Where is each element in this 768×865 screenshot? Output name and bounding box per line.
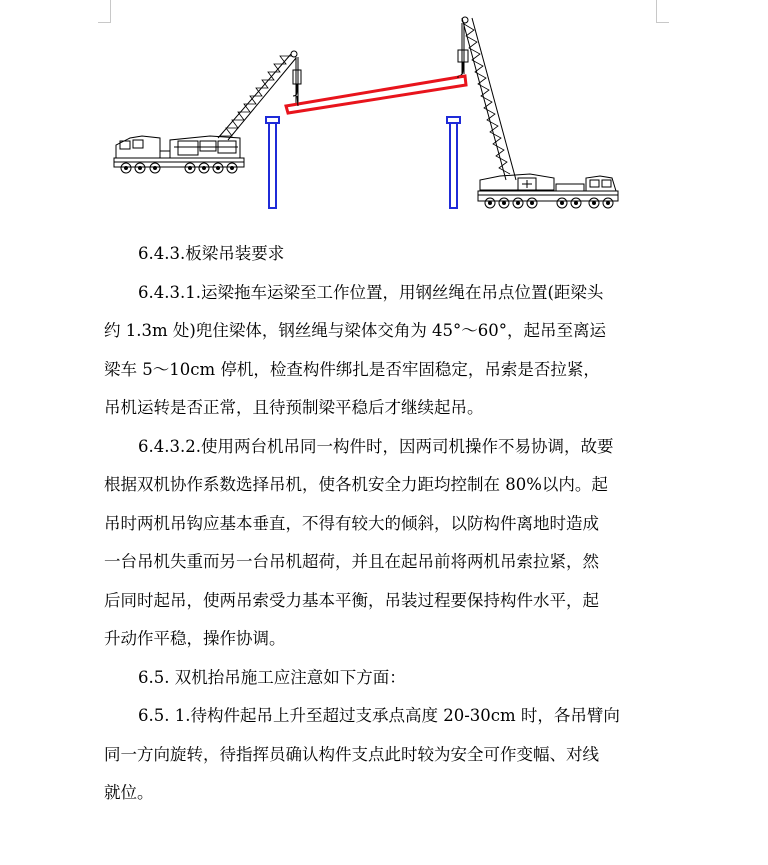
section-6-4-3-title: 6.4.3.板梁吊装要求 bbox=[138, 244, 285, 263]
document-body bbox=[104, 235, 662, 813]
text-line: 升动作平稳，操作协调。 bbox=[104, 629, 286, 648]
text-line: 梁车 5～10cm 停机，检查构件绑扎是否牢固稳定，吊索是否拉紧， bbox=[104, 359, 600, 379]
text-line: 6.4.3.1.运梁拖车运梁至工作位置，用钢丝绳在吊点位置(距梁头 bbox=[138, 282, 604, 302]
right-crane-illustration bbox=[458, 17, 618, 208]
text-line: 后同时起吊，使两吊索受力基本平衡，吊装过程要保持构件水平，起 bbox=[104, 590, 599, 610]
double-crane-lift-figure bbox=[100, 10, 660, 220]
paragraph-6-4-3-2 bbox=[104, 428, 662, 659]
precast-beam bbox=[286, 76, 466, 113]
text-line: 就位。 bbox=[104, 783, 154, 802]
paragraph-6-4-3-1 bbox=[104, 274, 662, 428]
left-crane-illustration bbox=[114, 51, 301, 173]
text-line: 6.5. 1.待构件起吊上升至超过支承点高度 20-30cm 时，各吊臂向 bbox=[138, 706, 620, 725]
text-line: 根据双机协作系数选择吊机，使各机安全力距均控制在 80%以内。起 bbox=[104, 475, 608, 494]
pier-right bbox=[447, 117, 460, 208]
paragraph-6-5-1 bbox=[104, 697, 662, 813]
text-line: 一台吊机失重而另一台吊机超荷，并且在起吊前将两机吊索拉紧，然 bbox=[104, 552, 599, 571]
text-line: 6.4.3.2.使用两台机吊同一构件时，因两司机操作不易协调，故要 bbox=[138, 436, 614, 456]
pier-left bbox=[266, 117, 279, 208]
text-line: 吊时两机吊钩应基本垂直，不得有较大的倾斜，以防构件离地时造成 bbox=[104, 513, 599, 533]
text-line: 吊机运转是否正常，且待预制梁平稳后才继续起吊。 bbox=[104, 398, 484, 417]
text-line: 同一方向旋转，待指挥员确认构件支点此时较为安全可作变幅、对线 bbox=[104, 744, 599, 764]
section-6-5-title: 6.5. 双机抬吊施工应注意如下方面： bbox=[138, 667, 406, 687]
text-line: 约 1.3m 处)兜住梁体，钢丝绳与梁体交角为 45°～60°，起吊至离运 bbox=[104, 321, 607, 340]
